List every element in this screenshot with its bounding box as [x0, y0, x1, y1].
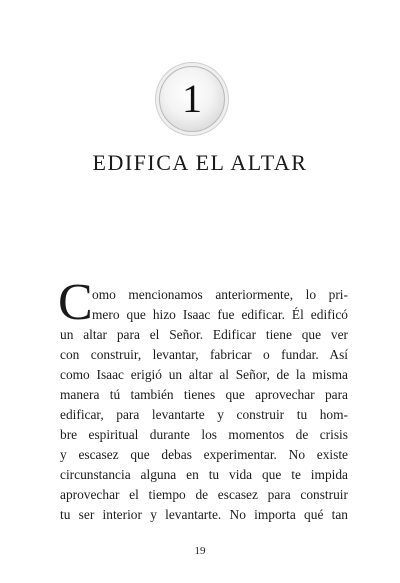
paragraph-line: y escasez que debas experimentar. No existe: [60, 447, 348, 462]
page-number: 19: [194, 545, 206, 557]
paragraph-line: como Isaac erigió un altar al Señor, de la misma: [60, 367, 348, 382]
paragraph-line: un altar para el Señor. Edificar tiene que ver: [60, 327, 348, 342]
chapter-title: EDIFICA EL ALTAR: [92, 150, 308, 175]
drop-cap-letter: C: [58, 274, 93, 331]
paragraph-line: bre espiritual durante los momentos de crisis: [60, 427, 348, 442]
paragraph-line: aprovechar el tiempo de escasez para construir: [60, 487, 348, 502]
paragraph-line: tu ser interior y levantarte. No importa qué tan: [60, 507, 348, 522]
chapter-number-badge: [159, 66, 225, 132]
paragraph-line: omo mencionamos anteriormente, lo pri-: [92, 287, 348, 302]
paragraph-line: edificar, para levantarte y construir tu hom-: [60, 407, 348, 422]
paragraph-line: manera tú también tienes que aprovechar para: [60, 387, 348, 402]
paragraph-line: mero que hizo Isaac fue edificar. Él edificó: [92, 307, 348, 322]
chapter-number: 1: [182, 76, 202, 121]
body-paragraph: [60, 285, 348, 525]
paragraph-line: con construir, levantar, fabricar o fundar. Así: [60, 347, 348, 362]
paragraph-line: circunstancia alguna en tu vida que te impida: [60, 467, 348, 482]
